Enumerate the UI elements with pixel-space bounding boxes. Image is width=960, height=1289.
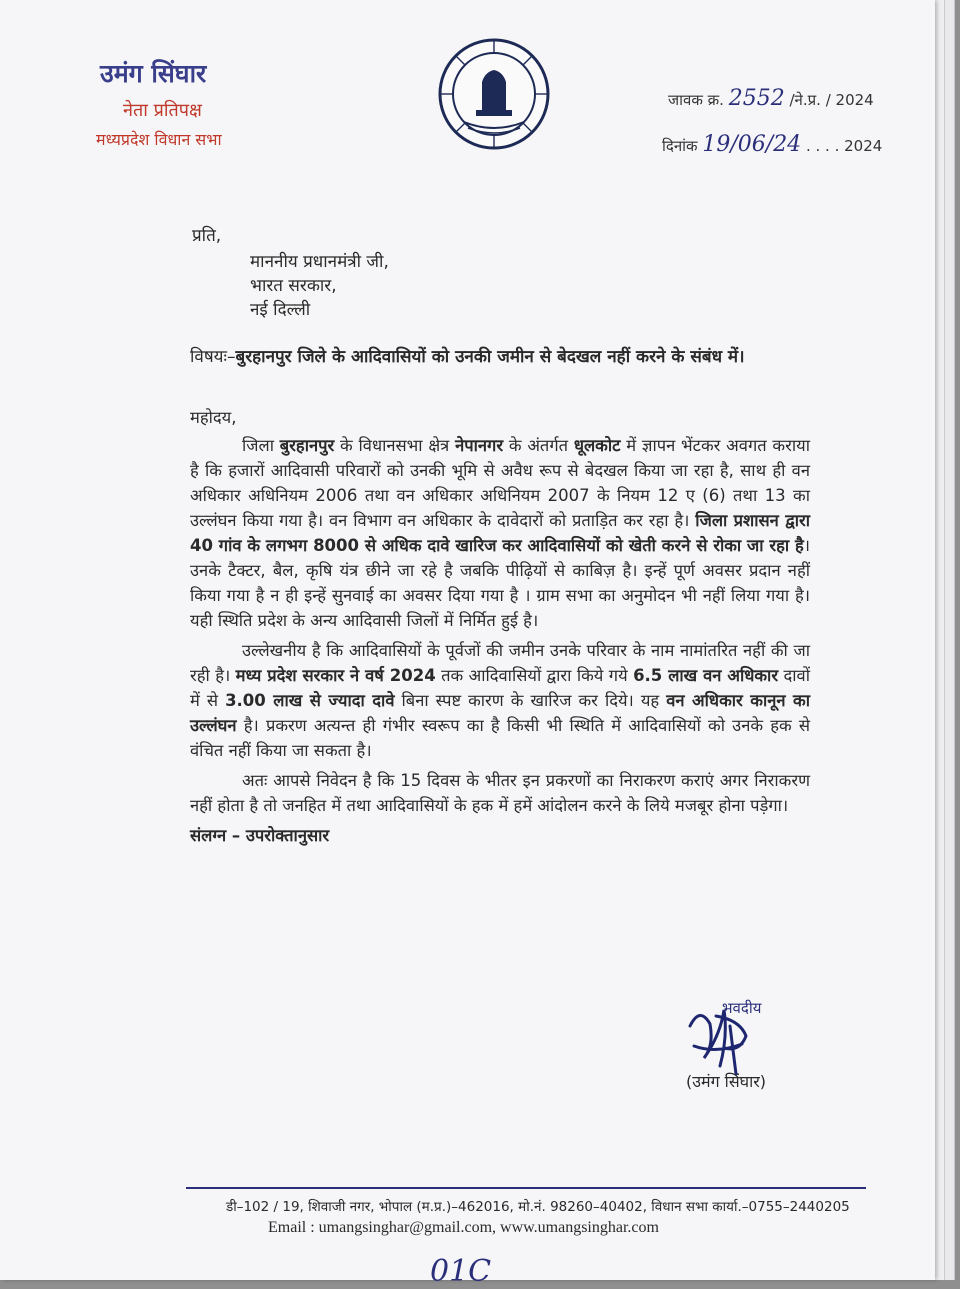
reference-number-handwritten: 2552	[728, 86, 785, 111]
sender-name: उमंग सिंघार	[100, 59, 207, 88]
salutation: महोदय,	[190, 408, 237, 427]
subject-line	[190, 344, 812, 370]
assembly-seal-emblem	[438, 38, 550, 150]
sender-role: नेता प्रतिपक्ष	[123, 100, 202, 121]
reference-suffix: /ने.प्र. / 2024	[789, 91, 874, 109]
subject-label: विषयः–	[190, 347, 236, 367]
signatory-name: (उमंग सिंघार)	[686, 1072, 767, 1091]
enclosure-note: संलग्न – उपरोक्तानुसार	[190, 826, 330, 845]
paragraph-3: अतः आपसे निवेदन है कि 15 दिवस के भीतर इन प्रकरणों का निराकरण कराएं अगर निराकरण नहीं होता है तो जनहित में तथा आदिवासियों के हक में हमें आंदोलन करने के लिये मजबूर होना पड़ेगा।	[190, 771, 810, 815]
closing-word: भवदीय	[722, 999, 762, 1017]
recipient-line-1: माननीय प्रधानमंत्री जी,	[250, 252, 389, 272]
recipient-line-3: नई दिल्ली	[250, 300, 311, 320]
sender-house: मध्यप्रदेश विधान सभा	[96, 130, 222, 149]
prati-label: प्रति,	[192, 226, 222, 246]
date-label: दिनांक	[662, 137, 698, 155]
reference-label: जावक क्र.	[668, 91, 724, 109]
letter-date	[662, 132, 882, 157]
paragraph-1: जिला बुरहानपुर के विधानसभा क्षेत्र नेपानगर के अंतर्गत धूलकोट में ज्ञापन भेंटकर अवगत कराया है कि हजारों आदिवासी परिवारों को उनकी भूमि से अवैध रूप से बेदखल किया जा रहा है, साथ ही वन अधिकार अधिनियम 2006 तथा वन अधिकार अधिनियम 2007 के नियम 12 ए (6) तथा 13 का उल्लंघन किया गया है। वन विभाग वन अधिकार के दावेदारों को प्रताड़ित कर रहा है। जिला प्रशासन द्वारा 40 गांव के लगभग 8000 से अधिक दावे खारिज कर आदिवासियों को खेती करने से रोका जा रहा है। उनके टैक्टर, बैल, कृषि यंत्र छीने जा रहे है जबकि पीढ़ियों से काबिज़ है। इन्हें पूर्ण अवसर प्रदान नहीं किया गया है न ही इन्हें सुनवाई का अवसर दिया गया है । ग्राम सभा का अनुमोदन भी नहीं लिया गया है। यही स्थिति प्रदेश के अन्य आदिवासी जिलों में निर्मित हुई है।	[190, 436, 810, 630]
recipient-line-2: भारत सरकार,	[250, 276, 337, 296]
footer-address: डी–102 / 19, शिवाजी नगर, भोपाल (म.प्र.)–462016, मो.नं. 98260–40402, विधान सभा कार्या.–0755–2440205	[226, 1199, 850, 1215]
footer-divider	[186, 1187, 866, 1189]
date-handwritten: 19/06/24	[702, 132, 802, 157]
reference-number	[668, 86, 874, 111]
paragraph-2: उल्लेखनीय है कि आदिवासियों के पूर्वजों की जमीन उनके परिवार के नाम नामांतरित नहीं की जा रही है। मध्य प्रदेश सरकार ने वर्ष 2024 तक आदिवासियों द्वारा किये गये 6.5 लाख वन अधिकार दावों में से 3.00 लाख से ज्यादा दावे बिना स्पष्ट कारण के खारिज कर दिये। यह वन अधिकार कानून का उल्लंघन है। प्रकरण अत्यन्त ही गंभीर स्वरूप का है किसी भी स्थिति में आदिवासियों को उनके हक से वंचित नहीं किया जा सकता है।	[190, 641, 811, 760]
handwritten-page-mark: 01C	[430, 1254, 492, 1289]
subject-text: बुरहानपुर जिले के आदिवासियों को उनकी जमीन से बेदखल नहीं करने के संबंध में।	[235, 347, 745, 367]
footer-contact: Email : umangsinghar@gmail.com, www.umangsinghar.com	[268, 1219, 659, 1236]
date-suffix: . . . . 2024	[805, 137, 883, 155]
letter-body	[190, 433, 810, 848]
